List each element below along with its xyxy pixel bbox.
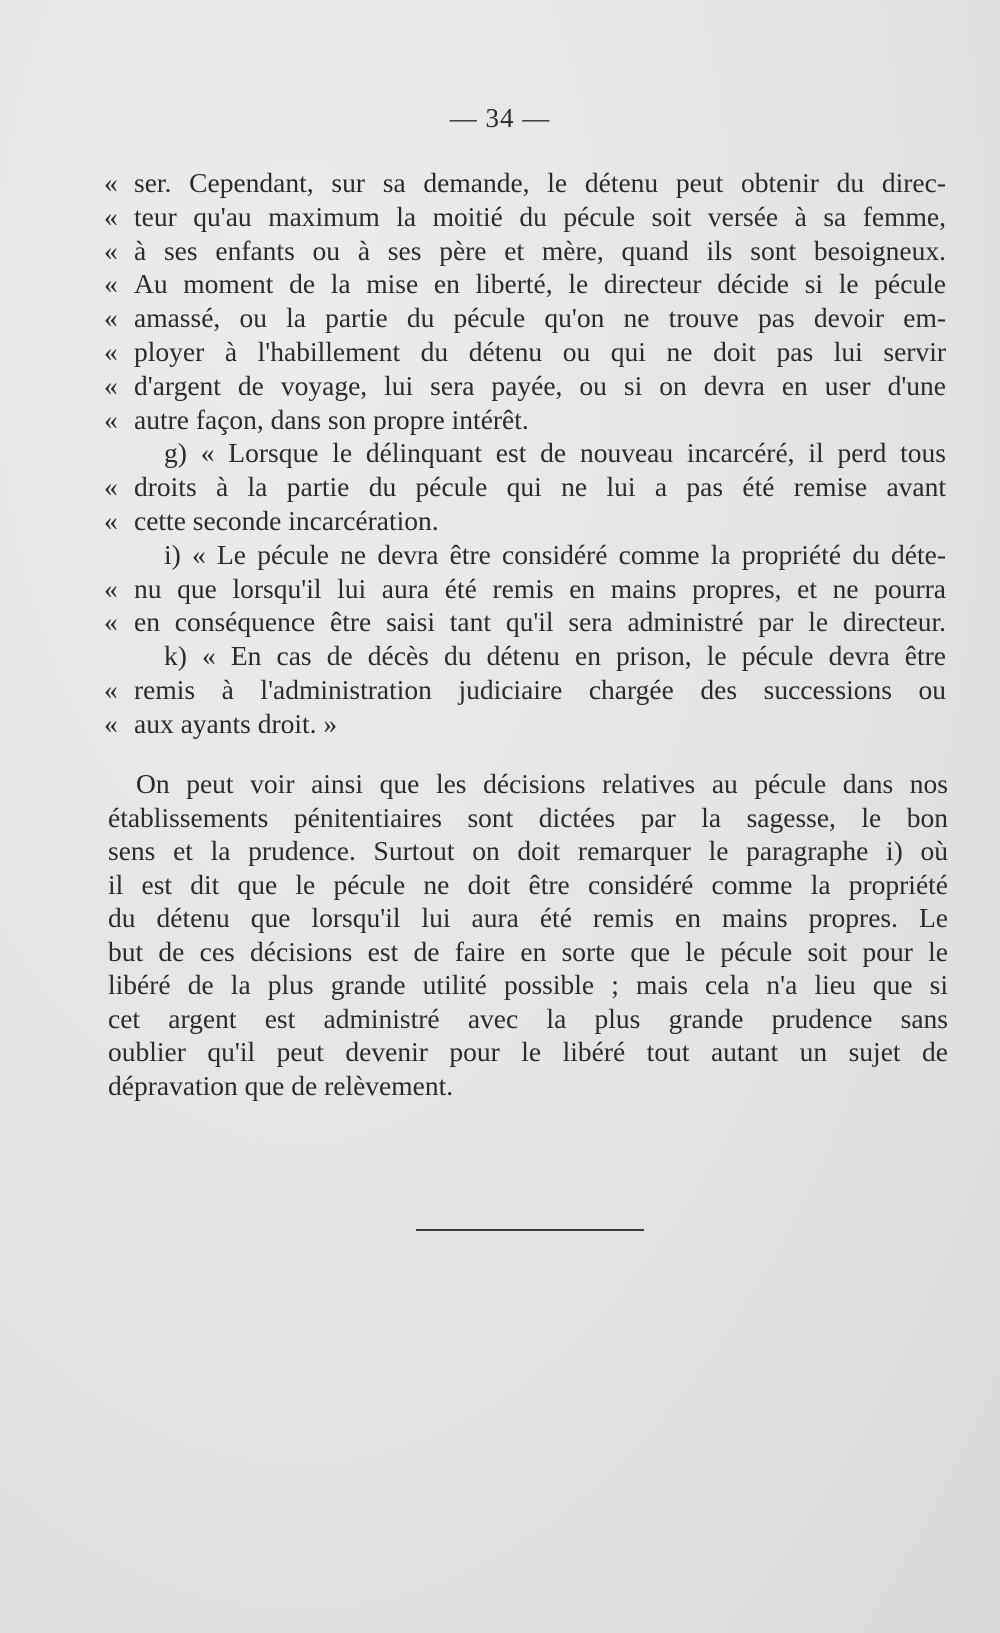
quote-line-text: ployer à l'habillement du détenu ou qui ne doit pas lui servir xyxy=(134,335,946,367)
commentary-paragraph xyxy=(108,767,948,1102)
quote-line-text: d'argent de voyage, lui sera payée, ou si on devra en user d'une xyxy=(134,369,946,401)
quote-mark: « xyxy=(104,504,118,536)
quote-line-text: droits à la partie du pécule qui ne lui a pas été remise avant xyxy=(134,471,946,503)
quote-line xyxy=(104,504,946,538)
quote-line-text: en conséquence être saisi tant qu'il sera administré par le directeur. xyxy=(134,606,946,638)
quote-line xyxy=(104,470,946,504)
quote-mark: « xyxy=(104,673,118,705)
quote-line-text: aux ayants droit. » xyxy=(134,707,338,739)
quote-mark: « xyxy=(104,234,118,266)
quote-line xyxy=(104,572,946,606)
page-number: — 34 — xyxy=(449,103,551,133)
quote-line xyxy=(104,301,946,335)
quote-line xyxy=(104,267,946,301)
quote-line-text: Au moment de la mise en liberté, le directeur décide si le pécule xyxy=(134,268,946,300)
quote-line xyxy=(104,335,946,369)
quote-line-section-i xyxy=(104,538,946,572)
paragraph-line: du détenu que lorsqu'il lui aura été remis en mains propres. Le xyxy=(108,902,948,933)
paragraph-line: il est dit que le pécule ne doit être considéré comme la propriété xyxy=(108,868,948,900)
paragraph-line: On peut voir ainsi que les décisions relatives au pécule dans nos xyxy=(136,768,948,799)
quote-line-text: autre façon, dans son propre intérêt. xyxy=(134,403,529,435)
quote-line-section-g xyxy=(104,436,946,470)
quote-line-text: remis à l'administration judiciaire chargée des successions ou xyxy=(134,673,946,705)
paragraph-line: oublier qu'il peut devenir pour le libéré tout autant un sujet de xyxy=(108,1036,948,1067)
quote-mark: « xyxy=(104,606,118,638)
quote-line-section-k xyxy=(104,639,946,673)
quote-line xyxy=(104,707,946,741)
section-end-rule xyxy=(416,1229,644,1231)
paragraph-line: but de ces décisions est de faire en sorte que le pécule soit pour le xyxy=(108,935,948,967)
quote-line xyxy=(104,200,946,234)
quote-line xyxy=(104,403,946,437)
paragraph-line: établissements pénitentiaires sont dictées par la sagesse, le bon xyxy=(108,801,948,833)
quote-line-text: amassé, ou la partie du pécule qu'on ne trouve pas devoir em- xyxy=(134,302,946,334)
quote-mark: « xyxy=(104,335,118,367)
quote-line-text: nu que lorsqu'il lui aura été remis en mains propres, et ne pourra xyxy=(134,572,946,604)
quote-line-text: k) « En cas de décès du détenu en prison, le pécule devra être xyxy=(164,640,946,672)
quote-line-text: teur qu'au maximum la moitié du pécule soit versée à sa femme, xyxy=(134,200,946,232)
quote-line-text: ser. Cependant, sur sa demande, le détenu peut obtenir du direc- xyxy=(134,167,946,198)
quote-line-text: g) « Lorsque le délinquant est de nouveau incarcéré, il perd tous xyxy=(164,437,946,469)
quote-line xyxy=(104,166,946,200)
quote-line-text: i) « Le pécule ne devra être considéré comme la propriété du déte- xyxy=(164,538,946,570)
quote-line xyxy=(104,369,946,403)
quote-line xyxy=(104,234,946,268)
quoted-regulation-text xyxy=(104,166,946,741)
quote-mark: « xyxy=(104,403,118,435)
quote-mark: « xyxy=(104,200,118,232)
quote-line xyxy=(104,673,946,707)
quote-line xyxy=(104,605,946,639)
quote-mark: « xyxy=(104,302,118,334)
paragraph-line: cet argent est administré avec la plus grande prudence sans xyxy=(108,1002,948,1034)
quote-line-text: cette seconde incarcération. xyxy=(134,504,439,536)
quote-line-text: à ses enfants ou à ses père et mère, quand ils sont besoigneux. xyxy=(134,234,946,266)
quote-mark: « xyxy=(104,369,118,401)
paragraph-line: sens et la prudence. Surtout on doit remarquer le paragraphe i) où xyxy=(108,835,948,866)
quote-mark: « xyxy=(104,471,118,503)
paragraph-line: dépravation que de relèvement. xyxy=(108,1069,454,1101)
paragraph-line: libéré de la plus grande utilité possible ; mais cela n'a lieu que si xyxy=(108,969,948,1000)
quote-mark: « xyxy=(104,572,118,604)
quote-mark: « xyxy=(104,167,118,198)
quote-mark: « xyxy=(104,268,118,300)
quote-mark: « xyxy=(104,707,118,739)
